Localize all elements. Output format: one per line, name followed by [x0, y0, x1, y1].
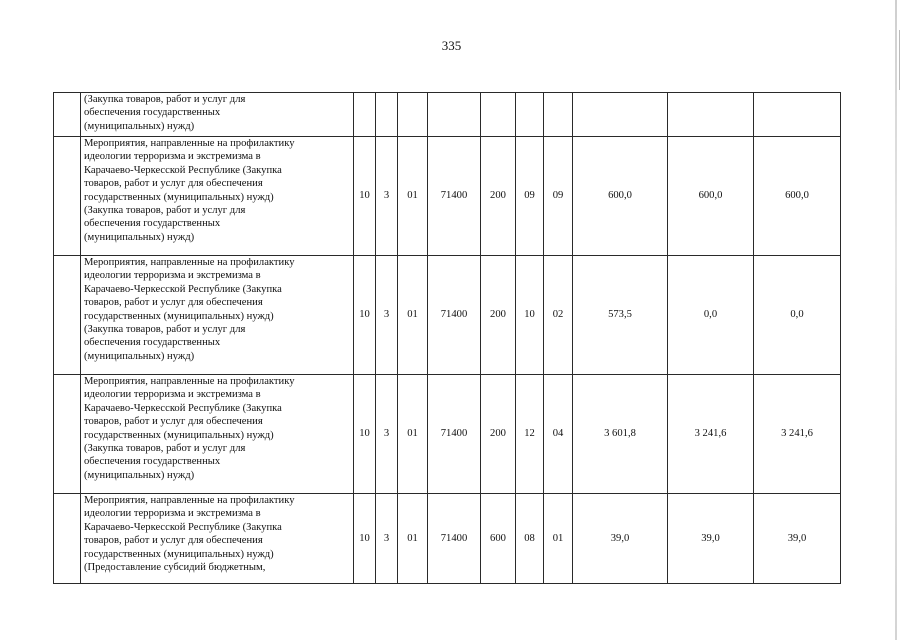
expense-type-cell: 600	[481, 494, 516, 584]
description-cell	[81, 137, 354, 256]
page-number: 335	[441, 38, 462, 53]
description-cell	[81, 93, 354, 137]
ministry-code-cell: 10	[354, 256, 376, 375]
description-cell	[81, 375, 354, 494]
subprogram-code-cell: 01	[398, 375, 428, 494]
amount-year-1-cell: 573,5	[573, 256, 668, 375]
amount-year-3-cell: 3 241,6	[754, 375, 841, 494]
description-line: идеологии терроризма и экстремизма в	[84, 508, 261, 520]
row-number-cell	[54, 494, 81, 584]
description-line: (Закупка товаров, работ и услуг для	[84, 205, 246, 217]
row-number-cell	[54, 256, 81, 375]
amount-year-1-cell: 39,0	[573, 494, 668, 584]
amount-year-2-cell: 39,0	[668, 494, 754, 584]
direction-code-cell	[428, 93, 481, 137]
direction-code-cell: 71400	[428, 256, 481, 375]
program-code-cell: 3	[376, 137, 398, 256]
description-line: Карачаево-Черкесской Республике (Закупка	[84, 164, 282, 176]
amount-year-1-cell: 600,0	[573, 137, 668, 256]
expense-type-cell: 200	[481, 137, 516, 256]
program-code-cell	[376, 93, 398, 137]
description-line: товаров, работ и услуг для обеспечения	[84, 178, 263, 190]
section-code-cell: 10	[516, 256, 544, 375]
amount-year-1-cell: 3 601,8	[573, 375, 668, 494]
budget-table	[53, 92, 841, 584]
row-number-cell	[54, 137, 81, 256]
program-code-cell: 3	[376, 375, 398, 494]
description-cell	[81, 494, 354, 584]
description-line: товаров, работ и услуг для обеспечения	[84, 416, 263, 428]
description-line: Карачаево-Черкесской Республике (Закупка	[84, 283, 282, 295]
subprogram-code-cell: 01	[398, 494, 428, 584]
description-line: Мероприятия, направленные на профилактику	[84, 138, 295, 149]
row-number-cell	[54, 93, 81, 137]
subprogram-code-cell: 01	[398, 256, 428, 375]
subprogram-code-cell: 01	[398, 137, 428, 256]
table-row	[54, 375, 841, 494]
amount-year-2-cell: 0,0	[668, 256, 754, 375]
description-line: идеологии терроризма и экстремизма в	[84, 151, 261, 163]
description-line: государственных (муниципальных) нужд)	[84, 310, 274, 322]
subprogram-code-cell	[398, 93, 428, 137]
description-line: товаров, работ и услуг для обеспечения	[84, 297, 263, 309]
table-body	[54, 93, 841, 584]
description-line: государственных (муниципальных) нужд)	[84, 429, 274, 441]
program-code-cell: 3	[376, 494, 398, 584]
description-line: (Закупка товаров, работ и услуг для	[84, 443, 246, 455]
description-line: (Закупка товаров, работ и услуг для	[84, 94, 246, 105]
direction-code-cell: 71400	[428, 375, 481, 494]
amount-year-3-cell: 0,0	[754, 256, 841, 375]
amount-year-2-cell: 600,0	[668, 137, 754, 256]
amount-year-3-cell	[754, 93, 841, 137]
description-line: (Закупка товаров, работ и услуг для	[84, 324, 246, 336]
section-code-cell: 12	[516, 375, 544, 494]
subsection-code-cell: 04	[544, 375, 573, 494]
description-line: государственных (муниципальных) нужд)	[84, 548, 274, 560]
description-line: Карачаево-Черкесской Республике (Закупка	[84, 521, 282, 533]
description-line: обеспечения государственных	[84, 218, 221, 230]
ministry-code-cell: 10	[354, 375, 376, 494]
amount-year-3-cell: 39,0	[754, 494, 841, 584]
section-code-cell: 08	[516, 494, 544, 584]
table-row	[54, 256, 841, 375]
program-code-cell: 3	[376, 256, 398, 375]
subsection-code-cell: 02	[544, 256, 573, 375]
amount-year-2-cell: 3 241,6	[668, 375, 754, 494]
expense-type-cell: 200	[481, 256, 516, 375]
ministry-code-cell: 10	[354, 494, 376, 584]
description-line: Мероприятия, направленные на профилактику	[84, 257, 295, 268]
subsection-code-cell: 09	[544, 137, 573, 256]
description-line: государственных (муниципальных) нужд)	[84, 191, 274, 203]
table-row	[54, 494, 841, 584]
ministry-code-cell: 10	[354, 137, 376, 256]
description-line: (муниципальных) нужд)	[84, 469, 195, 481]
description-line: идеологии терроризма и экстремизма в	[84, 270, 261, 282]
section-code-cell	[516, 93, 544, 137]
expense-type-cell	[481, 93, 516, 137]
description-line: Мероприятия, направленные на профилактику	[84, 495, 295, 506]
section-code-cell: 09	[516, 137, 544, 256]
amount-year-1-cell	[573, 93, 668, 137]
description-line: Мероприятия, направленные на профилактику	[84, 376, 295, 387]
description-line: обеспечения государственных	[84, 107, 221, 119]
amount-year-3-cell: 600,0	[754, 137, 841, 256]
ministry-code-cell	[354, 93, 376, 137]
description-line: обеспечения государственных	[84, 337, 221, 349]
subsection-code-cell	[544, 93, 573, 137]
description-line: обеспечения государственных	[84, 456, 221, 468]
table-row	[54, 93, 841, 137]
description-line: (Предоставление субсидий бюджетным,	[84, 562, 266, 574]
direction-code-cell: 71400	[428, 137, 481, 256]
description-line: (муниципальных) нужд)	[84, 350, 195, 362]
scan-edge	[895, 0, 897, 640]
expense-type-cell: 200	[481, 375, 516, 494]
description-line: (муниципальных) нужд)	[84, 120, 195, 132]
description-line: товаров, работ и услуг для обеспечения	[84, 535, 263, 547]
amount-year-2-cell	[668, 93, 754, 137]
table-row	[54, 137, 841, 256]
direction-code-cell: 71400	[428, 494, 481, 584]
description-line: идеологии терроризма и экстремизма в	[84, 389, 261, 401]
subsection-code-cell: 01	[544, 494, 573, 584]
row-number-cell	[54, 375, 81, 494]
description-cell	[81, 256, 354, 375]
description-line: (муниципальных) нужд)	[84, 231, 195, 243]
description-line: Карачаево-Черкесской Республике (Закупка	[84, 402, 282, 414]
